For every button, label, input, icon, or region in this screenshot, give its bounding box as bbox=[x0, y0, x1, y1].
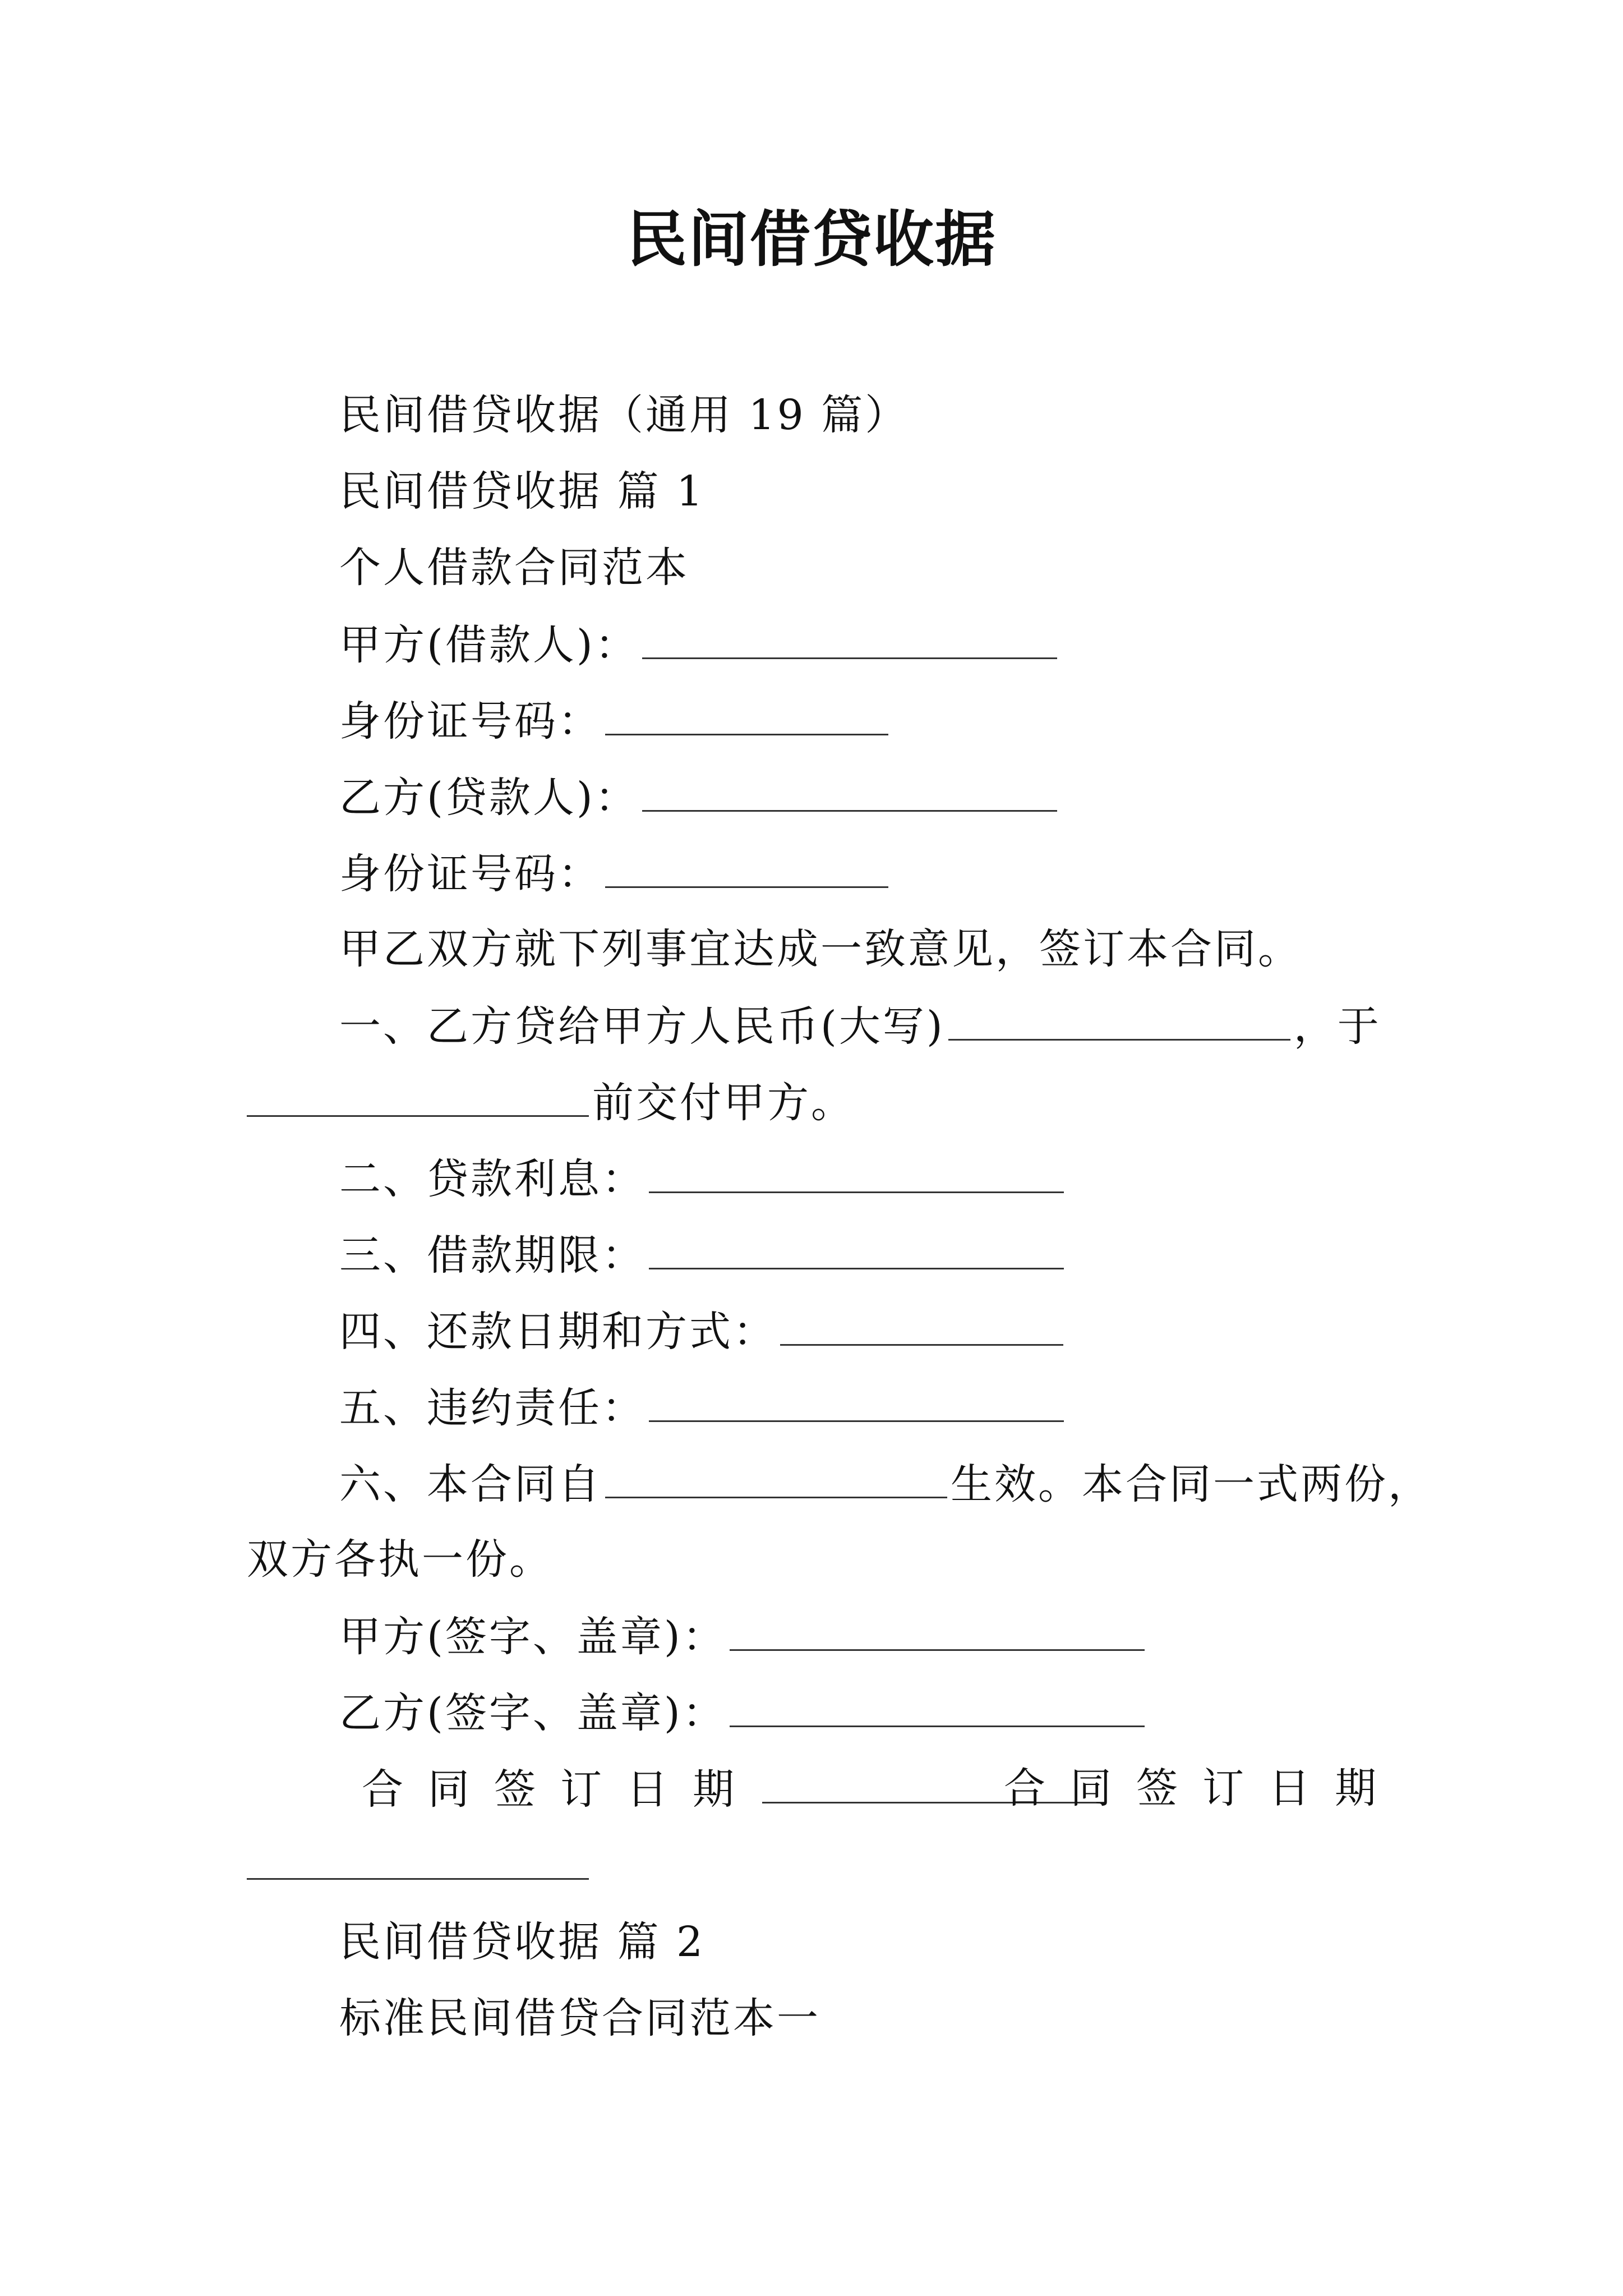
clause-6-blank bbox=[605, 1455, 947, 1498]
section-heading-2: 民间借贷收据 篇 2 bbox=[339, 1918, 706, 1966]
clause-2-row bbox=[339, 1150, 1067, 1206]
clause-5-label: 五、违约责任： bbox=[339, 1384, 645, 1432]
sign-date-row-right bbox=[1004, 1760, 1401, 1816]
party-b-id-blank bbox=[605, 845, 888, 888]
clause-1-comma: ，于 bbox=[1293, 1002, 1381, 1051]
party-a-id-blank bbox=[605, 692, 888, 735]
clause-1-continued-row bbox=[247, 1074, 855, 1130]
sign-b-blank bbox=[730, 1684, 1145, 1727]
clause-1-tail: 前交付甲方。 bbox=[592, 1079, 855, 1127]
party-b-blank bbox=[642, 769, 1057, 812]
sign-date-blank-2 bbox=[247, 1837, 589, 1880]
clause-3-label: 三、借款期限： bbox=[339, 1231, 645, 1280]
clause-4-row bbox=[339, 1303, 1067, 1359]
clause-2-label: 二、贷款利息： bbox=[339, 1155, 645, 1203]
section-heading-1: 民间借贷收据 篇 1 bbox=[339, 467, 706, 516]
party-a-id-label: 身份证号码： bbox=[339, 697, 602, 746]
clause-6-text: 六、本合同自 bbox=[339, 1460, 602, 1508]
party-b-id-row bbox=[339, 845, 892, 901]
clause-5-blank bbox=[649, 1379, 1064, 1422]
clause-1-amount-blank bbox=[948, 997, 1290, 1041]
sign-a-row bbox=[339, 1608, 1148, 1664]
clause-3-row bbox=[339, 1226, 1067, 1282]
sign-date-label-2: 合同签订日期 bbox=[1004, 1764, 1401, 1812]
party-b-id-label: 身份证号码： bbox=[339, 850, 602, 898]
sign-b-label: 乙方(签字、盖章)： bbox=[339, 1689, 726, 1737]
party-b-row bbox=[339, 769, 1061, 825]
clause-1-date-blank bbox=[247, 1074, 589, 1117]
clause-6-row bbox=[339, 1455, 1432, 1511]
sign-a-label: 甲方(签字、盖章)： bbox=[339, 1613, 726, 1661]
agreement-line: 甲乙双方就下列事宜达成一致意见，签订本合同。 bbox=[339, 925, 1302, 973]
clause-6-effect: 生效。本合同一式两份， bbox=[951, 1460, 1432, 1508]
party-a-row bbox=[339, 616, 1061, 672]
clause-2-blank bbox=[649, 1150, 1064, 1193]
clause-3-blank bbox=[649, 1226, 1064, 1269]
clause-5-row bbox=[339, 1379, 1067, 1435]
clause-4-label: 四、还款日期和方式： bbox=[339, 1308, 777, 1356]
sign-date-continued-row bbox=[247, 1837, 592, 1893]
sign-a-blank bbox=[730, 1608, 1145, 1651]
clause-4-blank bbox=[780, 1303, 1063, 1346]
clause-6-continued: 双方各执一份。 bbox=[247, 1535, 553, 1584]
party-a-blank bbox=[642, 616, 1057, 659]
sign-b-row bbox=[339, 1684, 1148, 1740]
party-b-label: 乙方(贷款人)： bbox=[339, 774, 639, 822]
contract-title: 个人借款合同范本 bbox=[339, 544, 689, 592]
page-title: 民间借贷收据 bbox=[626, 204, 997, 275]
sign-date-label-1: 合同签订日期 bbox=[362, 1765, 759, 1814]
document-subtitle: 民间借贷收据（通用 19 篇） bbox=[339, 391, 909, 439]
clause-1-row bbox=[339, 997, 1381, 1053]
party-a-id-row bbox=[339, 692, 892, 748]
clause-1-text: 一、乙方贷给甲方人民币(大写) bbox=[339, 1002, 945, 1051]
party-a-label: 甲方(借款人)： bbox=[339, 621, 639, 669]
section-2-title: 标准民间借贷合同范本一 bbox=[339, 1994, 820, 2042]
sign-date-row bbox=[362, 1760, 1108, 1816]
